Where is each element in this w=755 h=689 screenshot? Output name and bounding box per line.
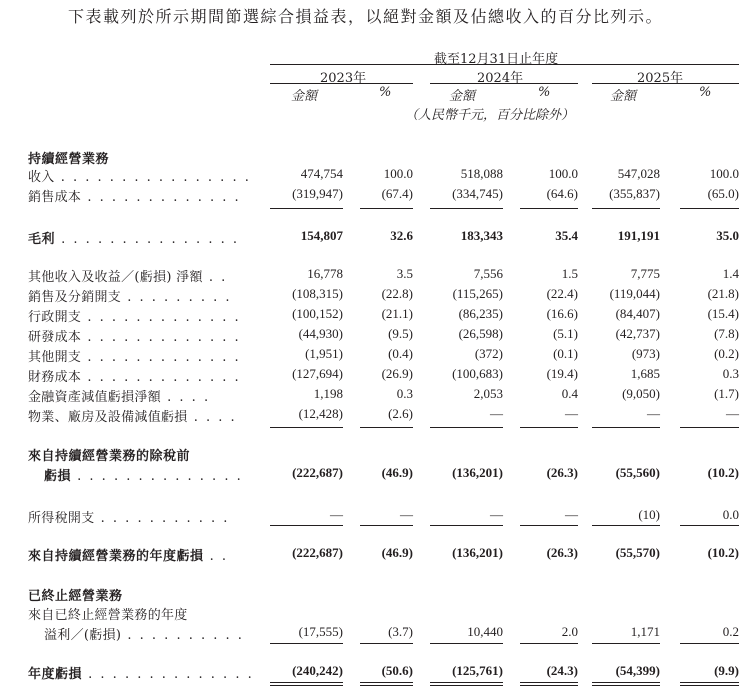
- cell-value: 2,053: [473, 386, 503, 401]
- row-label: [28, 326, 241, 345]
- row-label: [28, 166, 251, 185]
- leader-dots: . . . . . . . . . . . . .: [81, 370, 241, 385]
- cell-value: —: [565, 406, 578, 421]
- row-label-text: 其他開支: [28, 350, 82, 365]
- year-2024: 2024年: [477, 71, 524, 86]
- rule: [270, 208, 343, 209]
- cell-value: (10.2): [707, 465, 739, 480]
- cell-value: 35.4: [555, 228, 578, 243]
- cell-value: (26.3): [546, 545, 578, 560]
- row-label-text: 虧損: [44, 469, 72, 484]
- cell-value: (9.9): [714, 663, 739, 678]
- section-discontinued: 已終止經營業務: [28, 589, 123, 604]
- row-label-text: 其他收入及收益／(虧損) 淨額: [28, 270, 203, 285]
- row-label-text: 溢利／(虧損): [44, 628, 122, 643]
- cell-value: (22.8): [381, 286, 413, 301]
- cell-value: 1,685: [630, 366, 660, 381]
- rule: [430, 208, 503, 209]
- rule: [592, 682, 660, 683]
- cell-value: —: [490, 406, 503, 421]
- cell-value: —: [565, 507, 578, 522]
- rule: [592, 525, 660, 526]
- row-label-text: 來自持續經營業務的除稅前: [28, 449, 191, 464]
- leader-dots: . . . . . . . . . . . . . . . .: [54, 170, 251, 185]
- rule: [270, 643, 343, 644]
- leader-dots: . . . . . . . . . . .: [94, 511, 230, 526]
- amount-header-2025: 金額: [610, 89, 637, 104]
- row-label-text: 物業、廠房及設備減值虧損: [28, 410, 188, 425]
- rule: [680, 643, 739, 644]
- cell-value: (136,201): [452, 465, 503, 480]
- row-label: [28, 445, 190, 464]
- rule: [520, 685, 578, 686]
- leader-dots: . .: [202, 270, 228, 285]
- leader-dots: . . . . . . . . . . . . .: [81, 310, 241, 325]
- rule: [360, 685, 413, 686]
- cell-value: (10): [638, 507, 660, 522]
- cell-value: (125,761): [452, 663, 503, 678]
- cell-value: —: [330, 507, 343, 522]
- rule: [430, 682, 503, 683]
- rule: [680, 525, 739, 526]
- section-continuing: 持續經營業務: [28, 152, 110, 167]
- leader-dots: . . . . . . . . . .: [121, 628, 244, 643]
- row-label: [28, 306, 241, 325]
- cell-value: (44,930): [298, 326, 343, 341]
- row-label: [28, 266, 227, 285]
- cell-value: (372): [474, 346, 503, 361]
- cell-value: (7.8): [714, 326, 739, 341]
- period-rule: [270, 64, 739, 65]
- cell-value: 154,807: [300, 228, 343, 243]
- cell-value: (26,598): [458, 326, 503, 341]
- row-label-text: 來自持續經營業務的年度虧損: [28, 549, 204, 564]
- cell-value: 16,778: [307, 266, 343, 281]
- cell-value: (50.6): [381, 663, 413, 678]
- cell-value: (42,737): [615, 326, 660, 341]
- cell-value: (65.0): [707, 186, 739, 201]
- leader-dots: . . . .: [187, 410, 237, 425]
- cell-value: 0.4: [561, 386, 578, 401]
- rule: [520, 427, 578, 428]
- rule: [430, 525, 503, 526]
- leader-dots: . . . . . . . . . . . . .: [81, 330, 241, 345]
- rule: [270, 682, 343, 683]
- cell-value: 0.2: [722, 624, 739, 639]
- rule: [592, 427, 660, 428]
- cell-value: (100,152): [292, 306, 343, 321]
- rule: [680, 208, 739, 209]
- cell-value: (86,235): [458, 306, 503, 321]
- cell-value: 3.5: [396, 266, 413, 281]
- cell-value: 547,028: [617, 166, 660, 181]
- row-label: [28, 366, 241, 385]
- cell-value: 518,088: [460, 166, 503, 181]
- cell-value: (67.4): [381, 186, 413, 201]
- cell-value: (5.1): [553, 326, 578, 341]
- rule: [360, 427, 413, 428]
- row-label: [28, 228, 239, 247]
- cell-value: (9.5): [388, 326, 413, 341]
- cell-value: (19.4): [546, 366, 578, 381]
- rule: [270, 427, 343, 428]
- row-label-text: 收入: [28, 170, 55, 185]
- cell-value: 32.6: [390, 228, 413, 243]
- cell-value: (0.2): [714, 346, 739, 361]
- leader-dots: . . . . . . . . . . . . . . .: [55, 232, 239, 247]
- cell-value: (55,570): [615, 545, 660, 560]
- cell-value: (1,951): [305, 346, 343, 361]
- cell-value: (10.2): [707, 545, 739, 560]
- row-label-text: 銷售及分銷開支: [28, 290, 122, 305]
- row-label: [28, 386, 210, 405]
- cell-value: (127,694): [292, 366, 343, 381]
- cell-value: (973): [631, 346, 660, 361]
- cell-value: (54,399): [615, 663, 660, 678]
- cell-value: 1.4: [722, 266, 739, 281]
- cell-value: (9,050): [622, 386, 660, 401]
- rule: [430, 643, 503, 644]
- row-label-text: 財務成本: [28, 370, 82, 385]
- rule: [430, 427, 503, 428]
- cell-value: 1,171: [630, 624, 660, 639]
- unit-note: （人民幣千元，百分比除外）: [405, 108, 575, 123]
- cell-value: (355,837): [609, 186, 660, 201]
- cell-value: (16.6): [546, 306, 578, 321]
- leader-dots: . . . .: [161, 390, 211, 405]
- cell-value: (12,428): [298, 406, 343, 421]
- cell-value: (334,745): [452, 186, 503, 201]
- cell-value: (100,683): [452, 366, 503, 381]
- cell-value: (119,044): [609, 286, 660, 301]
- cell-value: 2.0: [561, 624, 578, 639]
- cell-value: (26.3): [546, 465, 578, 480]
- cell-value: (84,407): [615, 306, 660, 321]
- cell-value: —: [490, 507, 503, 522]
- year-rule-2025: [592, 83, 739, 84]
- cell-value: (24.3): [546, 663, 578, 678]
- cell-value: (0.1): [553, 346, 578, 361]
- rule: [520, 643, 578, 644]
- cell-value: 7,556: [473, 266, 503, 281]
- cell-value: (46.9): [381, 465, 413, 480]
- leader-dots: . . . . . . . . . . . . .: [81, 350, 241, 365]
- leader-dots: . . . . . . . . . . . . . .: [71, 469, 243, 484]
- cell-value: (21.1): [381, 306, 413, 321]
- cell-value: (17,555): [298, 624, 343, 639]
- rule: [270, 685, 343, 686]
- row-label: [28, 286, 232, 305]
- rule: [592, 643, 660, 644]
- cell-value: —: [647, 406, 660, 421]
- row-label: [44, 624, 244, 643]
- period-header: 截至12月31日止年度: [434, 52, 559, 67]
- cell-value: 1,198: [313, 386, 343, 401]
- pct-header-2023: %: [379, 85, 392, 100]
- year-rule-2023: [270, 83, 413, 84]
- row-label: [28, 406, 237, 425]
- year-2023: 2023年: [320, 71, 367, 86]
- year-rule-2024: [430, 83, 578, 84]
- cell-value: (319,947): [292, 186, 343, 201]
- row-label-text: 毛利: [28, 232, 56, 247]
- row-label: [28, 663, 254, 682]
- cell-value: 10,440: [467, 624, 503, 639]
- cell-value: 0.3: [722, 366, 739, 381]
- cell-value: (136,201): [452, 545, 503, 560]
- cell-value: (2.6): [388, 406, 413, 421]
- cell-value: (21.8): [707, 286, 739, 301]
- row-label: [28, 346, 241, 365]
- rule: [360, 643, 413, 644]
- cell-value: (55,560): [615, 465, 660, 480]
- row-label: [28, 507, 229, 526]
- pct-header-2025: %: [699, 85, 712, 100]
- cell-value: (3.7): [388, 624, 413, 639]
- rule: [592, 685, 660, 686]
- leader-dots: . . . . . . . . . . . . . .: [82, 667, 254, 682]
- rule: [360, 525, 413, 526]
- cell-value: 100.0: [383, 166, 413, 181]
- rule: [680, 427, 739, 428]
- rule: [592, 208, 660, 209]
- cell-value: —: [726, 406, 739, 421]
- cell-value: 0.0: [722, 507, 739, 522]
- cell-value: (64.6): [546, 186, 578, 201]
- cell-value: 35.0: [716, 228, 739, 243]
- row-label: [28, 186, 241, 205]
- leader-dots: . .: [203, 549, 229, 564]
- rule: [270, 525, 343, 526]
- cell-value: 7,775: [630, 266, 660, 281]
- cell-value: (108,315): [292, 286, 343, 301]
- row-label-text: 行政開支: [28, 310, 82, 325]
- cell-value: 1.5: [561, 266, 578, 281]
- cell-value: 183,343: [460, 228, 503, 243]
- cell-value: (222,687): [292, 465, 343, 480]
- row-label-text: 所得稅開支: [28, 511, 95, 526]
- rule: [520, 525, 578, 526]
- row-label: [28, 604, 188, 623]
- row-label: [44, 465, 243, 484]
- cell-value: (26.9): [381, 366, 413, 381]
- pct-header-2024: %: [538, 85, 551, 100]
- rule: [680, 685, 739, 686]
- leader-dots: . . . . . . . . .: [121, 290, 232, 305]
- cell-value: —: [400, 507, 413, 522]
- cell-value: 100.0: [548, 166, 578, 181]
- cell-value: 0.3: [396, 386, 413, 401]
- cell-value: (22.4): [546, 286, 578, 301]
- row-label-text: 來自已終止經營業務的年度: [28, 608, 188, 623]
- rule: [360, 208, 413, 209]
- cell-value: 191,191: [617, 228, 660, 243]
- row-label-text: 銷售成本: [28, 190, 82, 205]
- rule: [520, 682, 578, 683]
- row-label-text: 研發成本: [28, 330, 82, 345]
- rule: [520, 208, 578, 209]
- cell-value: (222,687): [292, 545, 343, 560]
- cell-value: (240,242): [292, 663, 343, 678]
- cell-value: 100.0: [709, 166, 739, 181]
- rule: [360, 682, 413, 683]
- leader-dots: . . . . . . . . . . . . .: [81, 190, 241, 205]
- cell-value: (1.7): [714, 386, 739, 401]
- cell-value: (15.4): [707, 306, 739, 321]
- cell-value: (115,265): [452, 286, 503, 301]
- rule: [680, 682, 739, 683]
- rule: [430, 685, 503, 686]
- intro-text: 下表載列於所示期間節選綜合損益表，以絕對金額及佔總收入的百分比列示。: [68, 7, 664, 26]
- cell-value: (46.9): [381, 545, 413, 560]
- amount-header-2024: 金額: [449, 89, 476, 104]
- row-label-text: 金融資產減值虧損淨額: [28, 390, 162, 405]
- row-label: [28, 545, 228, 564]
- cell-value: 474,754: [300, 166, 343, 181]
- amount-header-2023: 金額: [291, 89, 318, 104]
- row-label-text: 年度虧損: [28, 667, 83, 682]
- year-2025: 2025年: [637, 71, 684, 86]
- cell-value: (0.4): [388, 346, 413, 361]
